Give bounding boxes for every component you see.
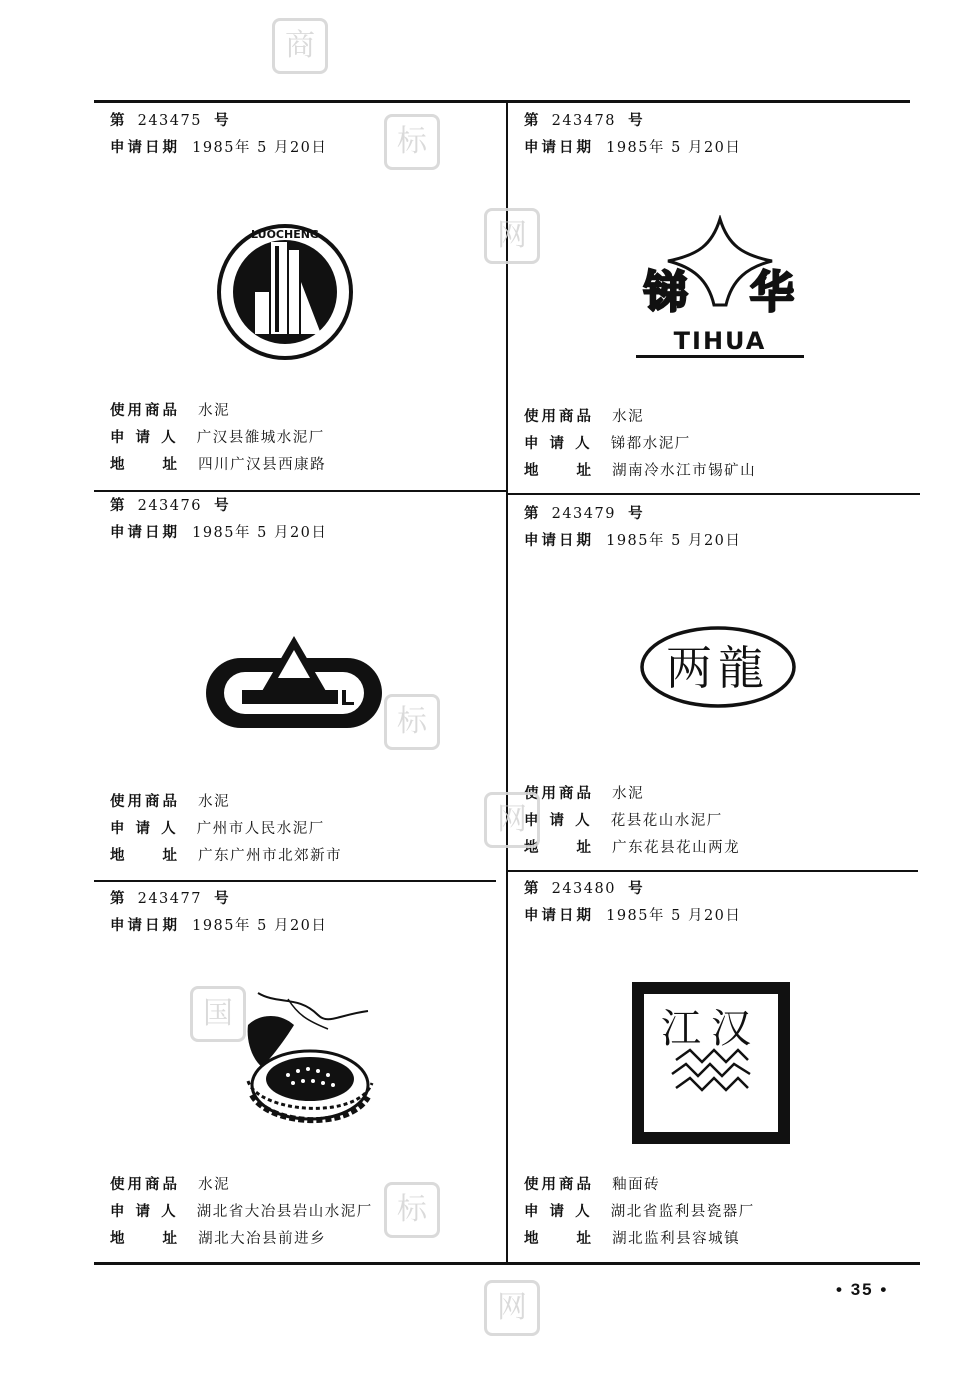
applicant-line: 申 请 人 锑都水泥厂 [524,435,691,452]
address-line: 地 址 湖北大冶县前进乡 [110,1230,327,1247]
watermark-icon: 网 [484,208,540,264]
applicant-line: 申 请 人 广汉县雒城水泥厂 [110,429,325,446]
watermark-icon: 标 [384,694,440,750]
application-date-line: 申请日期 1985年 5 月20日 [110,917,328,934]
logo-text: 江汉 [661,1006,761,1052]
logo-text: 两龍 [666,641,770,695]
watermark-icon: 标 [384,114,440,170]
watermark-icon: 网 [484,1280,540,1336]
trademark-logo-circle-buildings [215,220,355,365]
svg-text:锑: 锑 [644,267,688,318]
application-date-line: 申请日期 1985年 5 月20日 [524,139,742,156]
logo-text: TIHUA [673,327,767,355]
watermark-icon: 商 [272,18,328,74]
application-date-line: 申请日期 1985年 5 月20日 [524,532,742,549]
watermark-icon: 网 [484,792,540,848]
application-date-line: 申请日期 1985年 5 月20日 [110,139,328,156]
registration-number-line: 第 243479 号 [524,505,644,522]
trademark-logo-liang-long-oval [638,624,798,710]
trademark-logo-jianghan-square [630,980,792,1146]
left-row-divider-2 [94,880,496,882]
application-date-line: 申请日期 1985年 5 月20日 [110,524,328,541]
applicant-line: 申 请 人 湖北省大冶县岩山水泥厂 [110,1203,373,1220]
registration-number-line: 第 243476 号 [110,497,230,514]
watermark-icon: 国 [190,986,246,1042]
address-line: 地 址 湖南冷水江市锡矿山 [524,462,757,479]
goods-line: 使用商品 水泥 [110,793,231,810]
applicant-line: 申 请 人 花县花山水泥厂 [524,812,723,829]
registration-number-line: 第 243480 号 [524,880,644,897]
registration-number-line: 第 243478 号 [524,112,644,129]
address-line: 地 址 四川广汉县西康路 [110,456,327,473]
registration-number-line: 第 243475 号 [110,112,230,129]
goods-line: 使用商品 水泥 [110,402,231,419]
left-row-divider-1 [94,490,506,492]
applicant-line: 申 请 人 广州市人民水泥厂 [110,820,325,837]
trademark-logo-stadium-mountain [202,628,388,736]
address-line: 地 址 广东广州市北郊新市 [110,847,343,864]
right-row-divider-2 [508,870,918,872]
page-number: • 35 • [836,1280,889,1299]
goods-line: 使用商品 水泥 [110,1176,231,1193]
registration-number-line: 第 243477 号 [110,890,230,907]
top-rule [94,100,910,103]
application-date-line: 申请日期 1985年 5 月20日 [524,907,742,924]
watermark-icon: 标 [384,1182,440,1238]
applicant-line: 申 请 人 湖北省监利县瓷器厂 [524,1203,755,1220]
column-divider [506,100,508,1264]
goods-line: 使用商品 水泥 [524,785,645,802]
logo-text: LUOCHENG [251,228,319,241]
goods-line: 使用商品 釉面砖 [524,1176,661,1193]
svg-text:华: 华 [750,267,794,318]
goods-line: 使用商品 水泥 [524,408,645,425]
address-line: 地 址 广东花县花山两龙 [524,839,741,856]
trademark-logo-tihua [632,215,808,365]
address-line: 地 址 湖北监利县容城镇 [524,1230,741,1247]
right-row-divider-1 [508,493,920,495]
